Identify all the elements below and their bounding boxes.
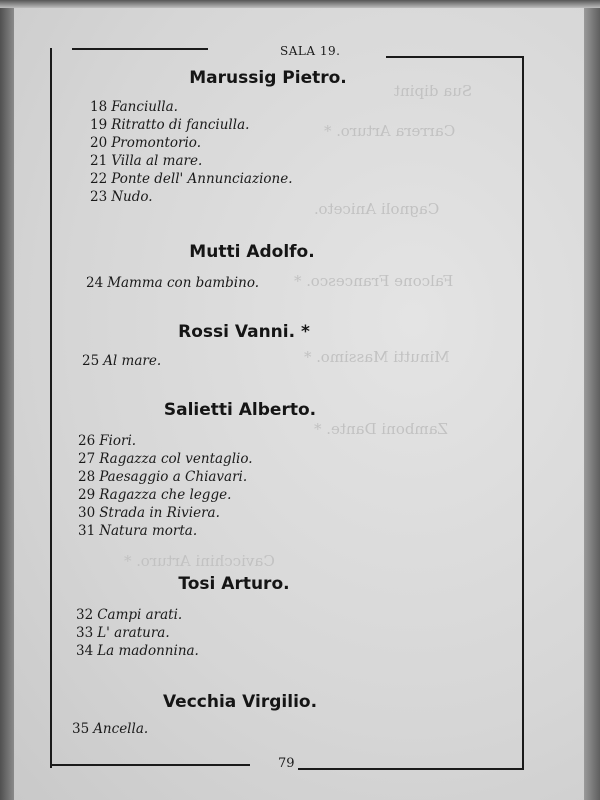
work-number: 19 — [90, 117, 108, 133]
bleed-through-text: Sua dipint — [394, 82, 473, 100]
list-item — [86, 274, 259, 292]
work-number: 29 — [78, 487, 96, 503]
work-title: Villa al mare. — [111, 153, 203, 169]
work-number: 32 — [76, 607, 94, 623]
work-number: 23 — [90, 189, 108, 205]
work-number: 30 — [78, 505, 96, 521]
work-title: Al mare. — [103, 353, 162, 369]
bleed-through-text: Cagnoli Aniceto. — [314, 200, 440, 218]
room-header: SALA 19. — [280, 44, 341, 58]
catalog-page — [14, 0, 584, 800]
list-item — [90, 152, 293, 170]
work-title: Ragazza che legge. — [99, 487, 232, 503]
work-number: 34 — [76, 643, 94, 659]
artist-name: Tosi Arturo. — [178, 574, 290, 594]
work-number: 33 — [76, 625, 94, 641]
list-item — [72, 720, 148, 738]
list-item — [78, 450, 253, 468]
works-list — [72, 720, 148, 738]
artist-name: Salietti Alberto. — [163, 400, 317, 420]
work-number: 25 — [82, 353, 100, 369]
bleed-through-text: Minutti Massimo. * — [304, 348, 450, 366]
list-item — [76, 606, 199, 624]
work-title: Ritratto di fanciulla. — [111, 117, 250, 133]
bleed-through-text: Zamboni Dante. * — [314, 420, 449, 438]
page-number: 79 — [278, 756, 295, 771]
work-number: 27 — [78, 451, 96, 467]
list-item — [90, 170, 293, 188]
frame-top-left-line — [72, 48, 208, 50]
bleed-through-text: Carrera Arturo. * — [324, 122, 456, 140]
work-title: Mamma con bambino. — [107, 275, 260, 291]
work-title: La madonnina. — [97, 643, 199, 659]
list-item — [78, 468, 253, 486]
list-item — [82, 352, 161, 370]
work-title: Ragazza col ventaglio. — [99, 451, 253, 467]
frame-bottom-right-line — [298, 768, 524, 770]
work-number: 28 — [78, 469, 96, 485]
book-spine-shadow — [0, 0, 14, 800]
work-number: 31 — [78, 523, 96, 539]
work-title: Strada in Riviera. — [99, 505, 220, 521]
list-item — [90, 98, 293, 116]
artist-name: Vecchia Virgilio. — [162, 692, 318, 712]
top-edge-shadow — [0, 0, 600, 8]
frame-bottom-left-line — [50, 764, 250, 766]
work-title: Natura morta. — [99, 523, 198, 539]
list-item — [90, 134, 293, 152]
frame-right-line — [522, 58, 524, 770]
work-number: 35 — [72, 721, 90, 737]
work-number: 22 — [90, 171, 108, 187]
works-list — [82, 352, 161, 370]
work-title: Promontorio. — [111, 135, 201, 151]
work-title: L' aratura. — [97, 625, 170, 641]
list-item — [78, 522, 253, 540]
artist-name: Rossi Vanni. * — [178, 322, 310, 342]
page-edge-shadow — [584, 0, 600, 800]
list-item — [76, 624, 199, 642]
list-item — [90, 116, 293, 134]
work-title: Campi arati. — [97, 607, 183, 623]
work-number: 24 — [86, 275, 104, 291]
work-title: Ponte dell' Annunciazione. — [111, 171, 293, 187]
works-list — [86, 274, 259, 292]
bleed-through-text: Cavicchini Arturo. * — [124, 552, 275, 570]
frame-top-right-line — [386, 56, 524, 58]
list-item — [78, 486, 253, 504]
list-item — [78, 504, 253, 522]
work-number: 20 — [90, 135, 108, 151]
work-number: 18 — [90, 99, 108, 115]
list-item — [76, 642, 199, 660]
works-list — [78, 432, 253, 540]
works-list — [76, 606, 199, 660]
work-title: Nudo. — [111, 189, 153, 205]
list-item — [90, 188, 293, 206]
work-title: Ancella. — [93, 721, 149, 737]
work-number: 26 — [78, 433, 96, 449]
work-title: Fanciulla. — [111, 99, 178, 115]
artist-name: Mutti Adolfo. — [189, 242, 315, 262]
works-list — [90, 98, 293, 206]
work-number: 21 — [90, 153, 108, 169]
bleed-through-text: Falcone Francesco. * — [294, 272, 454, 290]
work-title: Paesaggio a Chiavari. — [99, 469, 248, 485]
work-title: Fiori. — [99, 433, 137, 449]
artist-name: Marussig Pietro. — [189, 68, 347, 88]
list-item — [78, 432, 253, 450]
